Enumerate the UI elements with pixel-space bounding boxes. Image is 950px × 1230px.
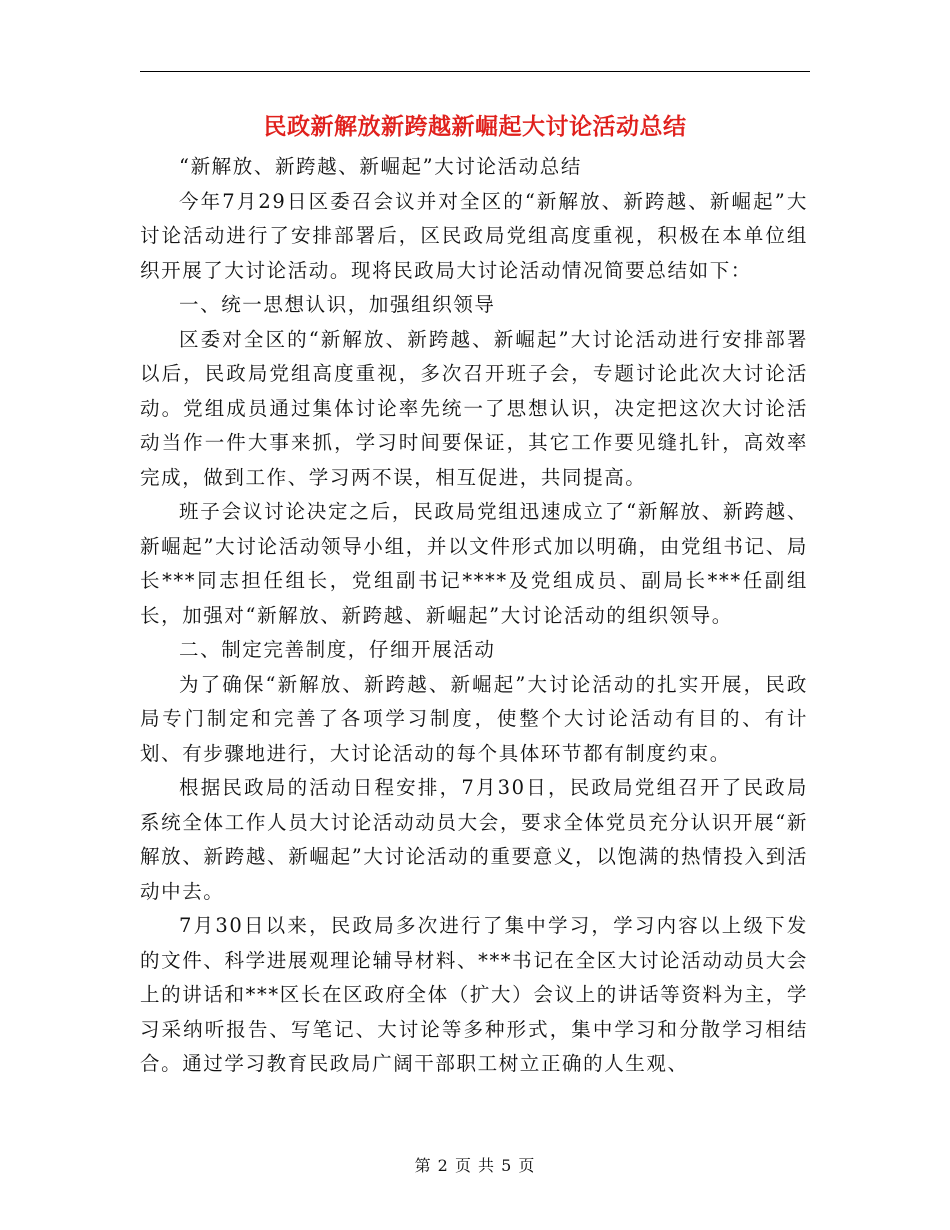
document-title: 民政新解放新跨越新崛起大讨论活动总结: [263, 113, 687, 140]
intro-paragraph: 今年7月29日区委召会议并对全区的“新解放、新跨越、新崛起”大讨论活动进行了安排部署后，区民政局党组高度重视，积极在本单位组织开展了大讨论活动。现将民政局大讨论活动情况简要总结如下：: [140, 189, 808, 282]
page-number: 第 2 页 共 5 页: [414, 1156, 536, 1175]
body-paragraph: 根据民政局的活动日程安排，7月30日，民政局党组召开了民政局系统全体工作人员大讨论活动动员大会，要求全体党员充分认识开展“新解放、新跨越、新崛起”大讨论活动的重要意义，以饱满的热情投入到活动中去。: [140, 776, 808, 903]
header-rule: [140, 71, 810, 72]
body-paragraph: 为了确保“新解放、新跨越、新崛起”大讨论活动的扎实开展，民政局专门制定和完善了各项学习制度，使整个大讨论活动有目的、有计划、有步骤地进行，大讨论活动的每个具体环节都有制度约束。: [140, 672, 808, 765]
body-paragraph: 7月30日以来，民政局多次进行了集中学习，学习内容以上级下发的文件、科学进展观理论辅导材料、***书记在全区大讨论活动动员大会上的讲话和***区长在区政府全体（扩大）会议上的讲话等资料为主，学习采纳听报告、写笔记、大讨论等多种形式，集中学习和分散学习相结合。通过学习教育民政局广阔干部职工树立正确的人生观、: [140, 914, 808, 1075]
subtitle-paragraph: “新解放、新跨越、新崛起”大讨论活动总结: [179, 155, 582, 178]
document-body: [140, 150, 808, 1082]
section-heading-2: 二、制定完善制度，仔细开展活动: [179, 638, 496, 661]
body-paragraph: 班子会议讨论决定之后，民政局党组迅速成立了“新解放、新跨越、新崛起”大讨论活动领导小组，并以文件形式加以明确，由党组书记、局长***同志担任组长，党组副书记****及党组成员、副局长***任副组长，加强对“新解放、新跨越、新崛起”大讨论活动的组织领导。: [140, 500, 808, 627]
section-heading-1: 一、统一思想认识，加强组织领导: [179, 293, 496, 316]
body-paragraph: 区委对全区的“新解放、新跨越、新崛起”大讨论活动进行安排部署以后，民政局党组高度重视，多次召开班子会，专题讨论此次大讨论活动。党组成员通过集体讨论率先统一了思想认识，决定把这次大讨论活动当作一件大事来抓，学习时间要保证，其它工作要见缝扎针，高效率完成，做到工作、学习两不误，相互促进，共同提高。: [140, 327, 808, 489]
